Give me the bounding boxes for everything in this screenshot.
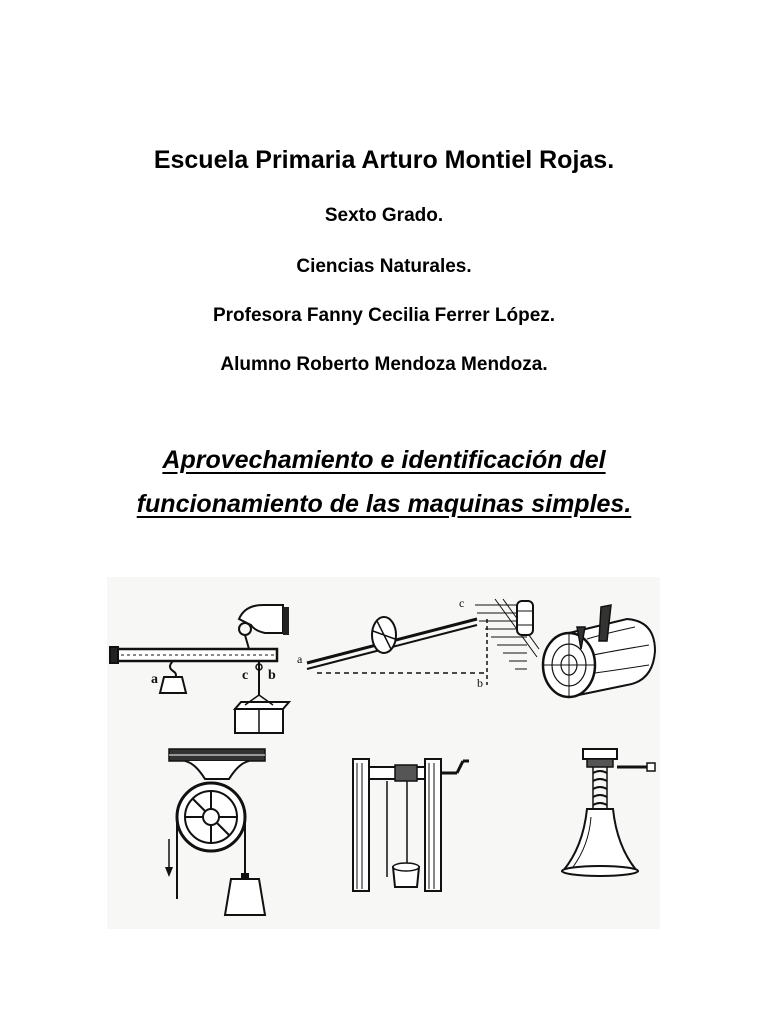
document-title-line-2: funcionamiento de las maquinas simples. bbox=[136, 490, 632, 518]
wedge-drawing bbox=[543, 605, 655, 697]
simple-machines-illustration bbox=[107, 577, 660, 929]
plane-label-c: c bbox=[459, 596, 465, 610]
pulley-drawing bbox=[165, 749, 265, 915]
lever-label-b: b bbox=[268, 668, 276, 683]
teacher-name: Profesora Fanny Cecilia Ferrer López. bbox=[212, 305, 556, 326]
document-title-line-1: Aprovechamiento e identificación del bbox=[162, 446, 606, 474]
student-name: Alumno Roberto Mendoza Mendoza. bbox=[220, 354, 548, 375]
school-name: Escuela Primaria Arturo Montiel Rojas. bbox=[153, 146, 615, 174]
plane-label-b: b bbox=[477, 676, 483, 690]
wheel-and-axle-drawing bbox=[353, 759, 469, 891]
plane-label-a: a bbox=[297, 652, 303, 666]
subject-label: Ciencias Naturales. bbox=[296, 256, 472, 277]
inclined-plane-drawing bbox=[297, 596, 539, 690]
lever-drawing bbox=[110, 605, 289, 733]
lever-label-a: a bbox=[151, 672, 158, 687]
screw-jack-drawing bbox=[562, 749, 655, 876]
lever-label-c: c bbox=[242, 668, 249, 683]
grade-label: Sexto Grado. bbox=[324, 205, 444, 226]
